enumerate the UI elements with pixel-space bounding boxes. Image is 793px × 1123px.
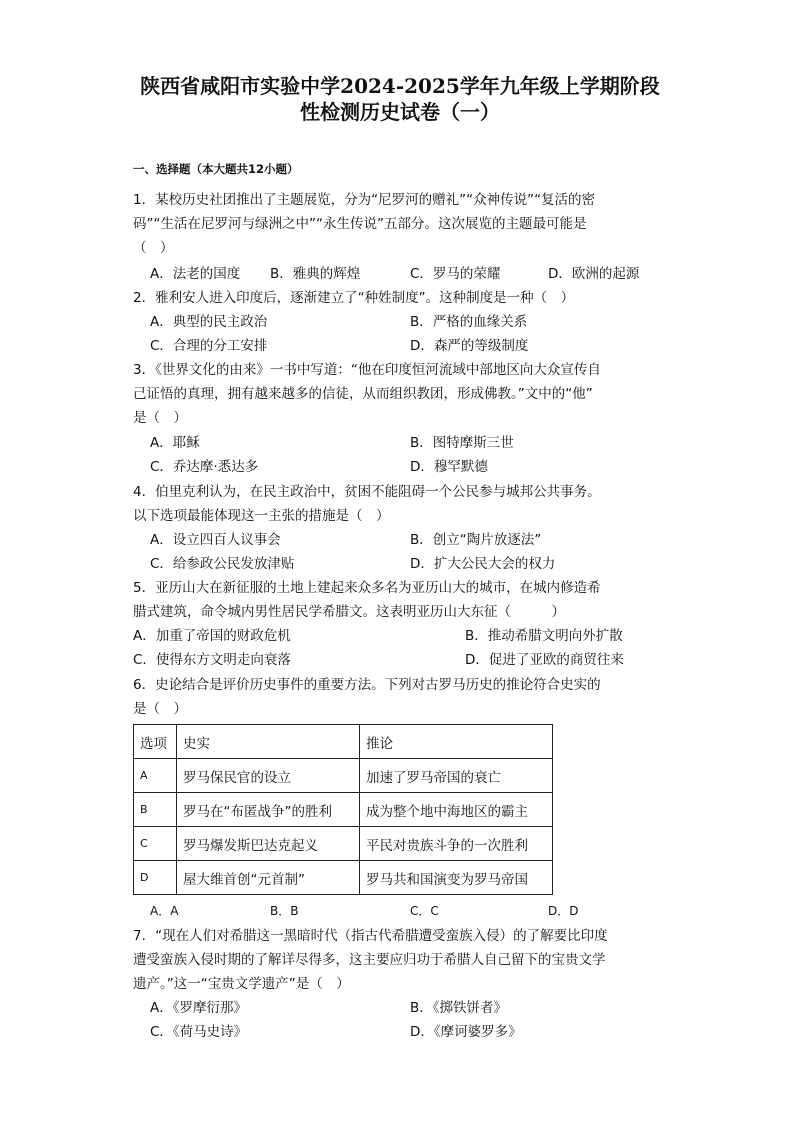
question-2-option-a: A．典型的民主政治 (150, 314, 268, 330)
question-5-option-a: A．加重了帝国的财政危机 (133, 628, 291, 644)
question-7-line-3: 遗产。”这一“宝贵文学遗产”是（ ） (133, 976, 350, 992)
question-7-option-a: A．《罗摩衍那》 (150, 1000, 247, 1016)
question-4-option-d: D．扩大公民大会的权力 (410, 556, 556, 572)
question-5-line-1: 5．亚历山大在新征服的土地上建起来众多名为亚历山大的城市，在城内修造希 (133, 580, 601, 596)
table-header-cell: 推论 (360, 725, 553, 759)
question-1-line-2: 码”“生活在尼罗河与绿洲之中”“永生传说”五部分。这次展览的主题最可能是 (133, 216, 587, 232)
table-cell: 罗马保民官的设立 (177, 759, 360, 793)
exam-title-line-1: 陕西省咸阳市实验中学2024-2025学年九年级上学期阶段 (140, 74, 660, 98)
table-row (134, 759, 553, 793)
table-row (134, 861, 553, 895)
question-1-option-c: C．罗马的荣耀 (410, 266, 501, 282)
question-4-option-b: B．创立“陶片放逐法” (410, 532, 542, 548)
question-4-option-c: C．给参政公民发放津贴 (150, 556, 295, 572)
table-cell: A (134, 759, 177, 793)
question-6-option-d: D．D (548, 904, 579, 918)
question-5-option-b: B．推动希腊文明向外扩散 (465, 628, 623, 644)
question-3-line-1: 3．《世界文化的由来》一书中写道：“他在印度恒河流域中部地区向大众宣传自 (133, 362, 601, 378)
section-heading: 一、选择题（本大题共12小题） (133, 162, 299, 176)
table-cell: B (134, 793, 177, 827)
table-cell: 平民对贵族斗争的一次胜利 (360, 827, 553, 861)
question-3-option-b: B．图特摩斯三世 (410, 435, 514, 451)
question-3-line-3: 是（ ） (133, 410, 187, 426)
question-7-option-d: D．《摩诃婆罗多》 (410, 1024, 522, 1040)
question-6-line-1: 6．史论结合是评价历史事件的重要方法。下列对古罗马历史的推论符合史实的 (133, 677, 601, 693)
question-1-option-a: A．法老的国度 (150, 266, 241, 282)
table-cell: 罗马共和国演变为罗马帝国 (360, 861, 553, 895)
question-5-line-2: 腊式建筑，命令城内男性居民学希腊文。这表明亚历山大东征（ ） (133, 604, 565, 620)
question-5-option-d: D．促进了亚欧的商贸往来 (465, 652, 624, 668)
question-1-line-1: 1．某校历史社团推出了主题展览，分为“尼罗河的赠礼”“众神传说”“复活的密 (133, 192, 596, 208)
question-6-option-c: C．C (410, 904, 439, 918)
table-cell: 罗马在“布匿战争”的胜利 (177, 793, 360, 827)
table-header-row (134, 725, 553, 759)
question-2-option-c: C．合理的分工安排 (150, 338, 268, 354)
question-7-line-2: 遭受蛮族入侵时期的了解详尽得多，这主要应归功于希腊人自己留下的宝贵文学 (133, 952, 606, 968)
question-6-option-a: A．A (150, 904, 179, 918)
table-header-cell: 选项 (134, 725, 177, 759)
question-1-line-3: （ ） (133, 240, 174, 256)
question-2-option-b: B．严格的血缘关系 (410, 314, 528, 330)
table-row (134, 793, 553, 827)
table-cell: 罗马爆发斯巴达克起义 (177, 827, 360, 861)
question-6-option-b: B．B (270, 904, 299, 918)
question-4-line-2: 以下选项最能体现这一主张的措施是（ ） (133, 508, 390, 524)
question-6-table (133, 724, 553, 895)
question-1-option-d: D．欧洲的起源 (548, 266, 640, 282)
table-cell: D (134, 861, 177, 895)
table-cell: 屋大维首创“元首制” (177, 861, 360, 895)
question-2-line-1: 2．雅利安人进入印度后，逐渐建立了“种姓制度”。这种制度是一种（ ） (133, 290, 575, 306)
table-cell: 加速了罗马帝国的衰亡 (360, 759, 553, 793)
table-cell: C (134, 827, 177, 861)
question-5-option-c: C．使得东方文明走向衰落 (133, 652, 291, 668)
question-7-option-b: B．《掷铁饼者》 (410, 1000, 508, 1016)
question-3-option-d: D．穆罕默德 (410, 459, 488, 475)
exam-title-line-2: 性检测历史试卷（一） (300, 100, 500, 124)
question-3-option-a: A．耶稣 (150, 435, 200, 451)
question-3-option-c: C．乔达摩·悉达多 (150, 459, 259, 475)
question-6-line-2: 是（ ） (133, 701, 187, 717)
question-7-line-1: 7．“现在人们对希腊这一黑暗时代（指古代希腊遭受蛮族入侵）的了解要比印度 (133, 928, 608, 944)
question-7-option-c: C．《荷马史诗》 (150, 1024, 248, 1040)
table-header-cell: 史实 (177, 725, 360, 759)
question-4-option-a: A．设立四百人议事会 (150, 532, 281, 548)
question-1-option-b: B．雅典的辉煌 (270, 266, 361, 282)
question-4-line-1: 4．伯里克利认为，在民主政治中，贫困不能阻碍一个公民参与城邦公共事务。 (133, 484, 601, 500)
table-cell: 成为整个地中海地区的霸主 (360, 793, 553, 827)
question-2-option-d: D．森严的等级制度 (410, 338, 529, 354)
question-3-line-2: 己证悟的真理，拥有越来越多的信徒，从而组织教团，形成佛教。”文中的“他” (133, 386, 593, 402)
table-row (134, 827, 553, 861)
